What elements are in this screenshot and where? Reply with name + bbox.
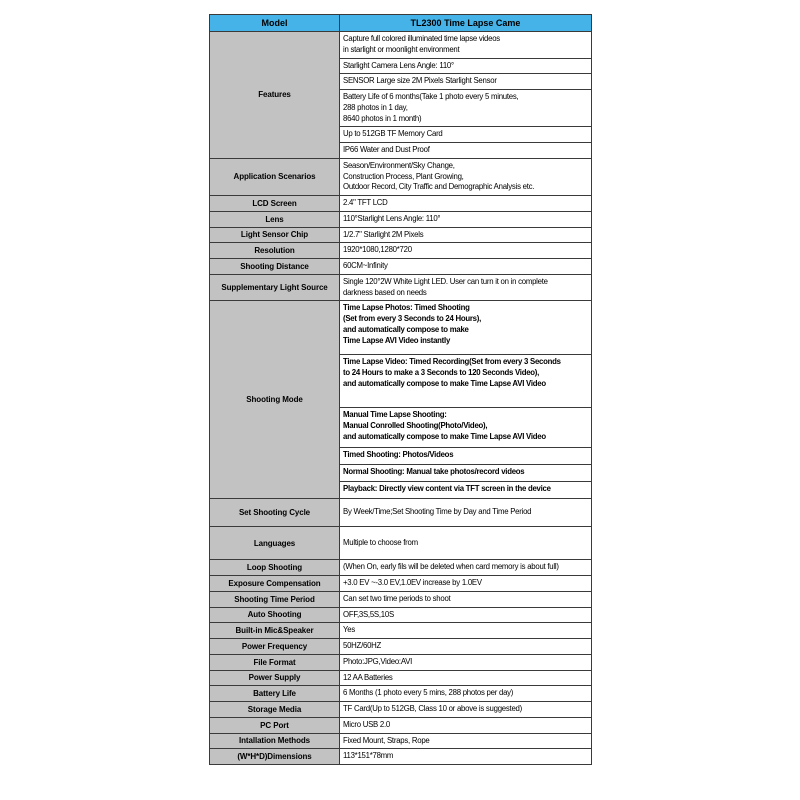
spec-label: Languages [210,527,340,560]
spec-label: Battery Life [210,686,340,702]
spec-value-line: 113*151*78mm [343,751,394,761]
spec-value-line: to 24 Hours to make a 3 Seconds to 120 Seconds Video), [343,368,540,377]
spec-value [340,654,592,670]
spec-value-line: Playback: Directly view content via TFT screen in the device [343,484,551,494]
spec-value-line: Capture full colored illuminated time lapse videos [343,34,500,43]
spec-value-line: 288 photos in 1 day, [343,102,408,112]
spec-value [340,749,592,765]
spec-row [210,274,592,301]
spec-row [210,702,592,718]
spec-value [340,32,592,59]
spec-label: (W*H*D)Dimensions [210,749,340,765]
spec-value-line: Construction Process, Plant Growing, [343,171,464,181]
spec-label: File Format [210,654,340,670]
spec-value-line: in starlight or moonlight environment [343,44,460,54]
spec-value [340,717,592,733]
spec-value [340,211,592,227]
spec-value [340,448,592,465]
spec-label: Power Frequency [210,639,340,655]
spec-row [210,717,592,733]
spec-value-line: 6 Months (1 photo every 5 mins, 288 photos per day) [343,688,514,698]
spec-value [340,259,592,275]
spec-value [340,58,592,74]
spec-row [210,639,592,655]
spec-value [340,623,592,639]
spec-row [210,733,592,749]
spec-row [210,670,592,686]
spec-value [340,196,592,212]
spec-label: Built-in Mic&Speaker [210,623,340,639]
spec-value-line: 12 AA Batteries [343,672,393,682]
spec-value-line: OFF,3S,5S,10S [343,609,394,619]
spec-row [210,259,592,275]
spec-value-line: and automatically compose to make Time Lapse AVI Video [343,431,546,441]
spec-value-line: SENSOR Large size 2M Pixels Starlight Sensor [343,76,497,86]
spec-value [340,639,592,655]
spec-value-line: Manual Conrolled Shooting(Photo/Video), [343,421,488,430]
spec-row [210,158,592,195]
model-header-cell: Model [210,15,340,32]
spec-label: Shooting Mode [210,301,340,499]
spec-value [340,607,592,623]
spec-label: Auto Shooting [210,607,340,623]
spec-row [210,227,592,243]
spec-label: Exposure Compensation [210,576,340,592]
spec-label: Lens [210,211,340,227]
spec-value-line: Normal Shooting: Manual take photos/record videos [343,467,525,477]
spec-row [210,499,592,527]
spec-value-line: +3.0 EV ~-3.0 EV,1.0EV increase by 1.0EV [343,578,482,587]
spec-value-line: Up to 512GB TF Memory Card [343,129,443,139]
spec-value-line: and automatically compose to make Time Lapse AVI Video [343,378,546,388]
spec-value-line: Yes [343,625,355,635]
spec-row [210,32,592,59]
spec-value-line: Single 120°2W White Light LED. User can turn it on in complete [343,276,548,286]
spec-value-line: (Set from every 3 Seconds to 24 Hours), [343,314,482,323]
spec-value-line: Starlight Camera Lens Angle: 110° [343,60,454,70]
spec-value [340,670,592,686]
spec-value-line: 1920*1080,1280*720 [343,245,412,255]
spec-value-line: Season/Environment/Sky Change, [343,160,455,170]
spec-label: Intallation Methods [210,733,340,749]
spec-table-body [210,32,592,765]
spec-value-line: Multiple to choose from [343,537,418,547]
spec-value-line: Battery Life of 6 months(Take 1 photo every 5 minutes, [343,92,519,101]
spec-value-line: Time Lapse Photos: Timed Shooting [343,303,470,313]
spec-row [210,654,592,670]
spec-value-line: Micro USB 2.0 [343,719,391,729]
spec-value-line: and automatically compose to make [343,324,469,334]
spec-value-line: Time Lapse Video: Timed Recording(Set from every 3 Seconds [343,357,561,367]
spec-value-line: 2.4" TFT LCD [343,198,388,207]
spec-value-line: 110°Starlight Lens Angle: 110° [343,213,441,223]
spec-value-line: Manual Time Lapse Shooting: [343,410,447,420]
spec-value [340,702,592,718]
spec-label: Set Shooting Cycle [210,499,340,527]
spec-label: Light Sensor Chip [210,227,340,243]
spec-table-container [209,14,592,765]
spec-value [340,355,592,408]
spec-table-head [210,15,592,32]
spec-value [340,143,592,159]
spec-value [340,527,592,560]
spec-value-line: Outdoor Record, City Traffic and Demographic Analysis etc. [343,182,535,192]
spec-row [210,301,592,355]
spec-value [340,74,592,90]
spec-label: Power Supply [210,670,340,686]
spec-value [340,408,592,448]
spec-value-line: TF Card(Up to 512GB, Class 10 or above is suggested) [343,704,522,713]
spec-value-line: Fixed Mount, Straps, Rope [343,735,430,745]
spec-table [209,14,592,765]
spec-value [340,227,592,243]
spec-value [340,499,592,527]
header-row [210,15,592,32]
spec-label: LCD Screen [210,196,340,212]
spec-value [340,686,592,702]
spec-value-line: Photo:JPG,Video:AVI [343,656,413,666]
spec-value [340,90,592,127]
spec-row [210,623,592,639]
spec-value [340,591,592,607]
spec-label: PC Port [210,717,340,733]
spec-value [340,274,592,301]
model-value-cell: TL2300 Time Lapse Came [340,15,592,32]
spec-value [340,733,592,749]
spec-value-line: (When On, early fils will be deleted when card memory is about full) [343,562,559,572]
spec-value [340,301,592,355]
spec-label: Shooting Time Period [210,591,340,607]
spec-value [340,576,592,592]
spec-row [210,576,592,592]
spec-value-line: 50HZ/60HZ [343,641,382,650]
spec-row [210,243,592,259]
spec-row [210,527,592,560]
spec-label: Shooting Distance [210,259,340,275]
spec-value-line: darkness based on needs [343,287,427,297]
spec-label: Storage Media [210,702,340,718]
spec-value-line: Timed Shooting: Photos/Videos [343,450,454,460]
spec-row [210,560,592,576]
spec-label: Resolution [210,243,340,259]
spec-value [340,482,592,499]
spec-row [210,749,592,765]
spec-value [340,560,592,576]
spec-value [340,243,592,259]
spec-value-line: Time Lapse AVI Video instantly [343,335,451,345]
spec-value-line: By Week/Time;Set Shooting Time by Day and Time Period [343,507,532,517]
spec-label: Features [210,32,340,159]
spec-value-line: IP66 Water and Dust Proof [343,145,430,154]
spec-value [340,465,592,482]
spec-value-line: 8640 photos in 1 month) [343,113,422,123]
spec-row [210,196,592,212]
spec-label: Application Scenarios [210,158,340,195]
spec-row [210,591,592,607]
spec-label: Loop Shooting [210,560,340,576]
spec-label: Supplementary Light Source [210,274,340,301]
spec-row [210,607,592,623]
spec-value [340,158,592,195]
spec-value-line: 1/2.7" Starlight 2M Pixels [343,229,424,239]
spec-value [340,127,592,143]
spec-value-line: Can set two time periods to shoot [343,593,451,603]
spec-row [210,211,592,227]
spec-value-line: 60CM~Infinity [343,261,388,270]
spec-row [210,686,592,702]
